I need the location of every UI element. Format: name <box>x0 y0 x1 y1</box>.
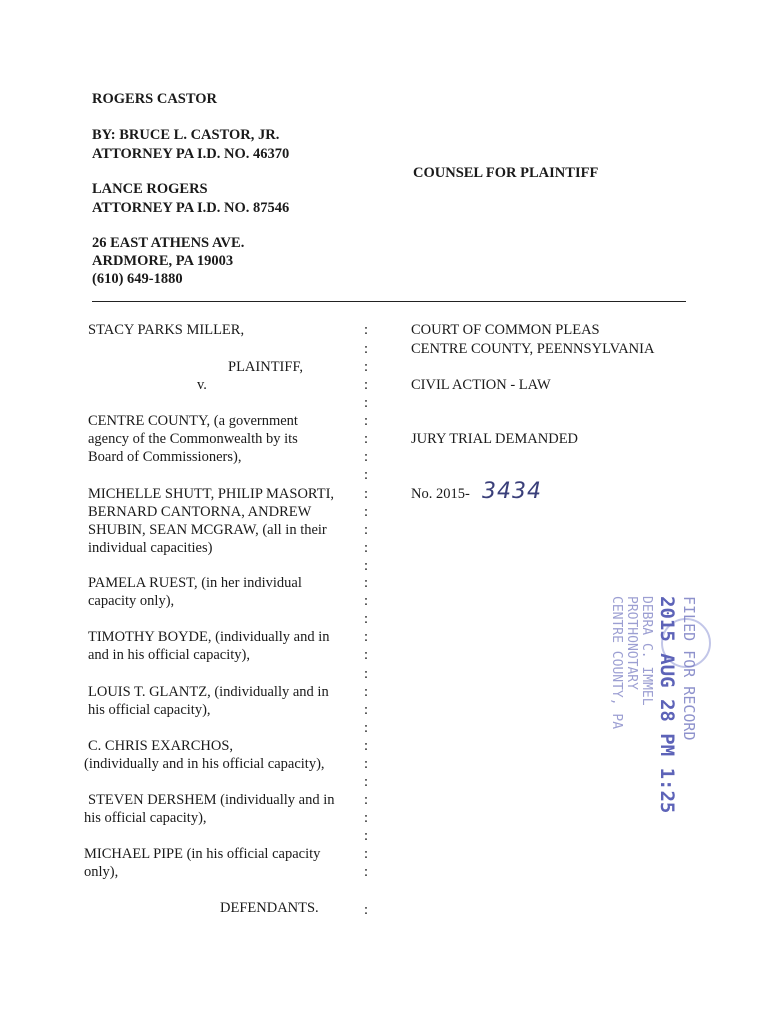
court-name: COURT OF COMMON PLEAS <box>411 322 600 338</box>
stamp-line: DEBRA C. IMMEL <box>639 596 654 706</box>
caption-colon: : <box>364 449 369 465</box>
court-county: CENTRE COUNTY, PEENNSYLVANIA <box>411 341 655 357</box>
caption-colon: : <box>364 810 369 826</box>
caption-colon: : <box>364 611 369 627</box>
stamp-line: FILED FOR RECORD <box>680 596 698 741</box>
defendant-line: individual capacities) <box>88 540 213 556</box>
docket-number-label: No. 2015- <box>411 486 470 502</box>
defendant-line: Board of Commissioners), <box>88 449 242 465</box>
caption-colon: : <box>364 738 369 754</box>
caption-colon: : <box>364 684 369 700</box>
defendant-line: his official capacity), <box>84 810 207 826</box>
caption-colon: : <box>364 341 369 357</box>
stamp-line: CENTRE COUNTY, PA <box>609 596 624 730</box>
jury-demand: JURY TRIAL DEMANDED <box>411 431 579 447</box>
caption-colon: : <box>364 504 369 520</box>
caption-colon: : <box>364 486 369 502</box>
firm-name: ROGERS CASTOR <box>92 91 218 107</box>
defendant-line: (individually and in his official capacity), <box>84 756 325 772</box>
caption-colon: : <box>364 828 369 844</box>
plaintiff-label: PLAINTIFF, <box>228 359 303 375</box>
address-line2: ARDMORE, PA 19003 <box>92 253 234 269</box>
defendant-line: SHUBIN, SEAN MCGRAW, (all in their <box>88 522 327 538</box>
filing-stamp <box>560 596 700 814</box>
caption-colon: : <box>364 413 369 429</box>
defendant-line: TIMOTHY BOYDE, (individually and in <box>88 629 330 645</box>
stamp-datetime: 2015 AUG 28 PM 1:25 <box>656 596 678 814</box>
caption-colon: : <box>364 774 369 790</box>
caption-colon: : <box>364 558 369 574</box>
attorney-rogers: LANCE ROGERS <box>92 181 208 197</box>
defendant-line: and in his official capacity), <box>88 647 250 663</box>
caption-colon: : <box>364 540 369 556</box>
phone-number: (610) 649-1880 <box>92 271 183 287</box>
caption-colon: : <box>364 322 369 338</box>
caption-colon: : <box>364 431 369 447</box>
defendant-line: LOUIS T. GLANTZ, (individually and in <box>88 684 329 700</box>
defendant-line: only), <box>84 864 119 880</box>
attorney-castor-id: ATTORNEY PA I.D. NO. 46370 <box>92 146 290 162</box>
caption-colon: : <box>364 359 369 375</box>
caption-colon: : <box>364 593 369 609</box>
stamp-line: PROTHONOTARY <box>624 596 639 690</box>
defendant-line: capacity only), <box>88 593 175 609</box>
defendant-line: his official capacity), <box>88 702 211 718</box>
defendant-line: CENTRE COUNTY, (a government <box>88 413 298 429</box>
caption-colon: : <box>364 720 369 736</box>
caption-colon: : <box>364 575 369 591</box>
defendant-line: MICHAEL PIPE (in his official capacity <box>84 846 321 862</box>
defendants-label: DEFENDANTS. <box>220 900 319 916</box>
address-line1: 26 EAST ATHENS AVE. <box>92 235 245 251</box>
caption-colon: : <box>364 756 369 772</box>
defendant-line: C. CHRIS EXARCHOS, <box>88 738 234 754</box>
docket-number-handwritten: 3434 <box>482 479 542 504</box>
caption-colon: : <box>364 666 369 682</box>
attorney-rogers-id: ATTORNEY PA I.D. NO. 87546 <box>92 200 290 216</box>
caption-colon: : <box>364 902 369 918</box>
defendant-line: MICHELLE SHUTT, PHILIP MASORTI, <box>88 486 335 502</box>
caption-colon: : <box>364 629 369 645</box>
caption-colon: : <box>364 846 369 862</box>
caption-colon: : <box>364 522 369 538</box>
defendant-line: BERNARD CANTORNA, ANDREW <box>88 504 312 520</box>
caption-colon: : <box>364 702 369 718</box>
attorney-castor: BY: BRUCE L. CASTOR, JR. <box>92 127 280 143</box>
caption-colon: : <box>364 377 369 393</box>
caption-colon: : <box>364 467 369 483</box>
defendant-line: PAMELA RUEST, (in her individual <box>88 575 302 591</box>
header-divider <box>92 301 686 302</box>
caption-colon: : <box>364 395 369 411</box>
action-type: CIVIL ACTION - LAW <box>411 377 551 393</box>
caption-colon: : <box>364 647 369 663</box>
defendant-line: STEVEN DERSHEM (individually and in <box>88 792 335 808</box>
caption-colon: : <box>364 864 369 880</box>
defendant-line: agency of the Commonwealth by its <box>88 431 298 447</box>
caption-colon: : <box>364 792 369 808</box>
plaintiff-name: STACY PARKS MILLER, <box>88 322 245 338</box>
counsel-label: COUNSEL FOR PLAINTIFF <box>413 165 599 181</box>
versus: v. <box>197 377 207 393</box>
